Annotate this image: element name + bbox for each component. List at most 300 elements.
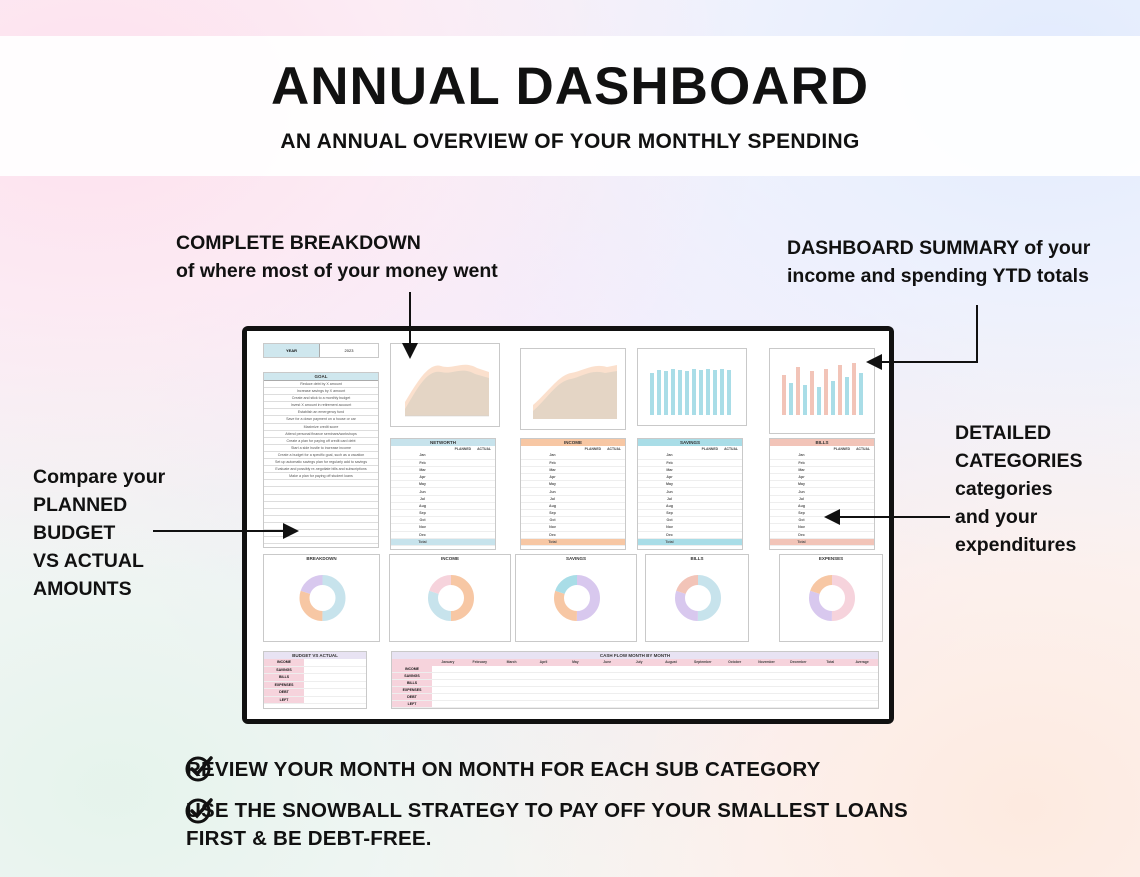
month-cell: Jul: [770, 495, 833, 502]
table-row: [770, 474, 874, 481]
planned-cell: [701, 488, 721, 495]
planned-cell: [584, 524, 604, 531]
actual-cell: [475, 538, 495, 545]
goal-item: Save for a down payment on a house or car: [264, 416, 378, 423]
donut-chart: [780, 562, 884, 640]
month-cell: Nov: [638, 524, 701, 531]
planned-cell: [833, 481, 853, 488]
goal-item-empty: [264, 495, 378, 502]
planned-cell: [454, 488, 474, 495]
actual-cell: [854, 538, 874, 545]
table-header: SAVINGS: [638, 439, 742, 446]
planned-cell: [454, 517, 474, 524]
actual-cell: [475, 452, 495, 459]
budget-row: [264, 689, 366, 697]
actual-cell: [722, 510, 742, 517]
table-row: [638, 488, 742, 495]
actual-cell: [854, 466, 874, 473]
goal-item-empty: [264, 502, 378, 509]
page-title: ANNUAL DASHBOARD: [270, 57, 870, 116]
cash-flow-table: [391, 651, 879, 709]
goal-item: Create a budget for a specific goal, such as a vacation: [264, 452, 378, 459]
table-row: [770, 459, 874, 466]
month-cell: Apr: [521, 474, 584, 481]
monthly-table-savings: [637, 438, 743, 550]
planned-cell: [584, 495, 604, 502]
table-row: [391, 488, 495, 495]
bar: [727, 370, 731, 415]
table-row: [638, 452, 742, 459]
actual-cell: [722, 459, 742, 466]
cashflow-col: January: [441, 660, 455, 664]
actual-cell: [722, 452, 742, 459]
table-row: [391, 481, 495, 488]
donut-savings: [515, 554, 637, 642]
actual-cell: [722, 531, 742, 538]
bar: [699, 370, 703, 415]
dashboard-preview: [242, 326, 894, 724]
actual-cell: [722, 517, 742, 524]
bar: [720, 369, 724, 415]
cashflow-header: CASH FLOW MONTH BY MONTH: [392, 652, 878, 659]
table-row: [770, 517, 874, 524]
table-row: [770, 452, 874, 459]
cashflow-col: October: [728, 660, 742, 664]
budget-row: [264, 667, 366, 675]
month-cell: May: [770, 481, 833, 488]
actual-cell: [475, 495, 495, 502]
month-cell: Mar: [770, 466, 833, 473]
table-row: [770, 495, 874, 502]
bar: [824, 369, 828, 415]
budget-row: [264, 659, 366, 667]
bar: [789, 383, 793, 415]
month-cell: Mar: [391, 466, 454, 473]
actual-cell: [605, 466, 625, 473]
month-cell: Dec: [770, 531, 833, 538]
table-row: [521, 517, 625, 524]
actual-cell: [854, 474, 874, 481]
budget-row: [264, 674, 366, 682]
month-cell: Jan: [391, 452, 454, 459]
budget-vs-actual-table: [263, 651, 367, 709]
table-row: [391, 459, 495, 466]
cashflow-row: [392, 694, 878, 701]
planned-cell: [701, 466, 721, 473]
actual-cell: [722, 495, 742, 502]
budget-row: [264, 682, 366, 690]
actual-cell: [854, 488, 874, 495]
donut-chart: [390, 562, 512, 640]
actual-cell: [475, 459, 495, 466]
cashflow-row-label: BILLS: [392, 680, 432, 686]
actual-cell: [475, 524, 495, 531]
actual-cell: [605, 488, 625, 495]
bar: [706, 369, 710, 415]
planned-cell: [454, 495, 474, 502]
table-row: [391, 495, 495, 502]
page-subtitle: AN ANNUAL OVERVIEW OF YOUR MONTHLY SPENDING: [280, 130, 860, 153]
planned-cell: [584, 517, 604, 524]
table-row: [521, 510, 625, 517]
bar: [852, 363, 856, 415]
actual-cell: [722, 538, 742, 545]
table-row: [391, 502, 495, 509]
actual-cell: [475, 502, 495, 509]
month-cell: Sep: [391, 510, 454, 517]
table-row: [638, 474, 742, 481]
planned-cell: [454, 459, 474, 466]
actual-cell: [605, 510, 625, 517]
bar: [838, 365, 842, 415]
planned-cell: [701, 452, 721, 459]
planned-cell: [584, 510, 604, 517]
planned-cell: [584, 531, 604, 538]
month-cell: Jan: [638, 452, 701, 459]
cashflow-col: September: [694, 660, 712, 664]
table-row: [770, 510, 874, 517]
goal-item-empty: [264, 530, 378, 537]
income-area-chart: [520, 348, 626, 430]
month-cell: Total: [770, 538, 833, 545]
budget-header: BUDGET VS ACTUAL: [264, 652, 366, 659]
cashflow-row-label: SAVINGS: [392, 673, 432, 679]
planned-cell: [454, 510, 474, 517]
planned-cell: [584, 459, 604, 466]
table-row: [521, 495, 625, 502]
table-row: [638, 538, 742, 545]
actual-cell: [605, 452, 625, 459]
month-cell: Oct: [770, 517, 833, 524]
table-row: [770, 538, 874, 545]
col-planned: PLANNED: [701, 447, 719, 451]
table-row: [638, 466, 742, 473]
donut-bills: [645, 554, 749, 642]
month-cell: Jul: [521, 495, 584, 502]
actual-cell: [854, 481, 874, 488]
planned-cell: [584, 452, 604, 459]
month-cell: Oct: [391, 517, 454, 524]
goal-item: Create a plan for paying off credit card debt: [264, 438, 378, 445]
planned-cell: [833, 531, 853, 538]
goal-header: GOAL: [264, 373, 378, 381]
month-cell: Sep: [521, 510, 584, 517]
cashflow-col: May: [572, 660, 579, 664]
cashflow-col: Total: [826, 660, 835, 664]
table-row: [521, 531, 625, 538]
bar: [796, 367, 800, 415]
goal-item-empty: [264, 480, 378, 487]
actual-cell: [854, 452, 874, 459]
dashboard-screen: [247, 331, 889, 719]
table-row: [391, 466, 495, 473]
planned-cell: [701, 474, 721, 481]
bar: [859, 373, 863, 415]
planned-cell: [454, 524, 474, 531]
cashflow-row-label: LEFT: [392, 701, 432, 707]
planned-cell: [454, 538, 474, 545]
planned-cell: [701, 459, 721, 466]
networth-area-chart: [390, 343, 500, 427]
planned-cell: [454, 481, 474, 488]
donut-title: INCOME: [441, 556, 459, 561]
goal-item: Establish an emergency fund: [264, 409, 378, 416]
month-cell: Total: [391, 538, 454, 545]
monthly-table-bills: [769, 438, 875, 550]
goal-item: Make a plan for paying off student loans: [264, 473, 378, 480]
cashflow-col: April: [539, 660, 548, 664]
month-cell: Dec: [638, 531, 701, 538]
planned-cell: [584, 466, 604, 473]
planned-cell: [833, 517, 853, 524]
actual-cell: [854, 510, 874, 517]
cashflow-row: [392, 687, 878, 694]
month-cell: Sep: [770, 510, 833, 517]
month-cell: Nov: [521, 524, 584, 531]
actual-cell: [475, 466, 495, 473]
planned-cell: [454, 502, 474, 509]
month-cell: Aug: [391, 502, 454, 509]
bar: [803, 385, 807, 415]
cashflow-col: August: [665, 660, 677, 664]
actual-cell: [605, 538, 625, 545]
actual-cell: [605, 531, 625, 538]
month-rows: [638, 452, 742, 546]
table-row: [770, 524, 874, 531]
table-row: [638, 481, 742, 488]
bar: [831, 381, 835, 415]
actual-cell: [605, 524, 625, 531]
table-row: [391, 538, 495, 545]
month-cell: Jan: [770, 452, 833, 459]
table-row: [770, 466, 874, 473]
cashflow-col: Average: [855, 660, 869, 664]
actual-cell: [605, 459, 625, 466]
month-cell: Sep: [638, 510, 701, 517]
bar: [678, 370, 682, 415]
table-header: BILLS: [770, 439, 874, 446]
table-row: [521, 474, 625, 481]
table-row: [391, 517, 495, 524]
goal-item-empty: [264, 523, 378, 530]
actual-cell: [722, 466, 742, 473]
table-row: [521, 459, 625, 466]
donut-breakdown: [263, 554, 380, 642]
month-cell: Mar: [521, 466, 584, 473]
bar: [845, 377, 849, 415]
actual-cell: [722, 481, 742, 488]
donut-chart: [516, 562, 638, 640]
cashflow-row: [392, 666, 878, 673]
month-cell: Aug: [638, 502, 701, 509]
table-header: NETWORTH: [391, 439, 495, 446]
actual-cell: [722, 474, 742, 481]
planned-cell: [833, 466, 853, 473]
planned-cell: [701, 481, 721, 488]
donut-title: SAVINGS: [566, 556, 586, 561]
breakdown-callout: COMPLETE BREAKDOWN of where most of your money went: [176, 232, 498, 282]
table-row: [770, 488, 874, 495]
month-cell: Oct: [638, 517, 701, 524]
table-row: [391, 510, 495, 517]
planned-cell: [701, 517, 721, 524]
actual-cell: [475, 531, 495, 538]
table-row: [391, 474, 495, 481]
month-cell: Feb: [770, 459, 833, 466]
planned-cell: [833, 459, 853, 466]
donut-expenses: [779, 554, 883, 642]
budget-row: [264, 697, 366, 705]
table-row: [770, 481, 874, 488]
year-label: YEAR: [264, 344, 320, 357]
month-cell: Jun: [770, 488, 833, 495]
planned-cell: [701, 538, 721, 545]
savings-bar-chart: [637, 348, 747, 426]
planned-cell: [833, 495, 853, 502]
cashflow-col: December: [790, 660, 807, 664]
month-cell: May: [521, 481, 584, 488]
donut-title: EXPENSES: [818, 556, 844, 561]
cashflow-row: [392, 680, 878, 687]
bar: [817, 387, 821, 415]
goal-item-empty: [264, 516, 378, 523]
actual-cell: [722, 524, 742, 531]
col-actual: ACTUAL: [607, 447, 621, 451]
month-cell: Aug: [521, 502, 584, 509]
budget-row-label: SAVINGS: [264, 667, 304, 674]
bar: [685, 371, 689, 415]
month-cell: Apr: [638, 474, 701, 481]
month-rows: [770, 452, 874, 546]
month-cell: Aug: [770, 502, 833, 509]
planned-cell: [833, 452, 853, 459]
table-row: [770, 502, 874, 509]
bar: [713, 370, 717, 415]
planned-cell: [701, 495, 721, 502]
month-cell: Feb: [521, 459, 584, 466]
donut-chart: [264, 562, 381, 640]
planned-cell: [833, 474, 853, 481]
goal-item: Create and stick to a monthly budget: [264, 395, 378, 402]
month-cell: Feb: [391, 459, 454, 466]
bar: [810, 371, 814, 415]
feature-snowball: USE THE SNOWBALL STRATEGY TO PAY OFF YOUR SMALLEST LOANS FIRST & BE DEBT-FREE.: [186, 799, 908, 850]
cashflow-col: February: [472, 660, 488, 664]
cashflow-row: [392, 673, 878, 680]
table-row: [638, 531, 742, 538]
goal-item: Start a side hustle to increase income: [264, 445, 378, 452]
cashflow-col: July: [635, 660, 643, 664]
actual-cell: [722, 502, 742, 509]
table-row: [521, 452, 625, 459]
actual-cell: [605, 517, 625, 524]
cashflow-row-label: INCOME: [392, 666, 432, 672]
goal-item-empty: [264, 487, 378, 494]
table-row: [638, 502, 742, 509]
actual-cell: [475, 481, 495, 488]
month-cell: Jul: [638, 495, 701, 502]
table-row: [638, 524, 742, 531]
month-cell: Jun: [521, 488, 584, 495]
cashflow-col: June: [603, 660, 612, 664]
goal-item: Evaluate and possibly re-negotiate bills and subscriptions: [264, 466, 378, 473]
month-cell: Dec: [391, 531, 454, 538]
col-planned: PLANNED: [833, 447, 851, 451]
planned-cell: [584, 488, 604, 495]
compare-callout: Compare your PLANNED BUDGET VS ACTUAL AMOUNTS: [33, 466, 166, 600]
table-row: [638, 495, 742, 502]
planned-cell: [701, 524, 721, 531]
table-row: [521, 538, 625, 545]
table-row: [638, 459, 742, 466]
planned-cell: [833, 538, 853, 545]
actual-cell: [605, 474, 625, 481]
planned-cell: [833, 524, 853, 531]
actual-cell: [475, 517, 495, 524]
cashflow-col: March: [506, 660, 517, 664]
month-cell: May: [638, 481, 701, 488]
cashflow-row-label: EXPENSES: [392, 687, 432, 693]
table-row: [521, 502, 625, 509]
month-cell: Total: [638, 538, 701, 545]
bar: [650, 373, 654, 415]
donut-title: BILLS: [690, 556, 704, 561]
categories-callout: DETAILED CATEGORIES categories and your expenditures: [955, 422, 1083, 556]
goal-item: Maximize credit score: [264, 424, 378, 431]
actual-cell: [605, 495, 625, 502]
planned-cell: [701, 502, 721, 509]
month-cell: Jul: [391, 495, 454, 502]
month-cell: May: [391, 481, 454, 488]
year-value: 2023: [344, 348, 354, 353]
goal-item: Invest X amount in retirement account: [264, 402, 378, 409]
month-cell: Oct: [521, 517, 584, 524]
planned-cell: [833, 502, 853, 509]
table-row: [391, 524, 495, 531]
actual-cell: [854, 502, 874, 509]
table-row: [391, 531, 495, 538]
planned-cell: [701, 510, 721, 517]
donut-title: BREAKDOWN: [306, 556, 337, 561]
cashflow-row: [392, 701, 878, 708]
planned-cell: [701, 531, 721, 538]
budget-row-label: BILLS: [264, 674, 304, 681]
bar: [664, 371, 668, 415]
goal-list: [263, 372, 379, 548]
month-cell: Nov: [770, 524, 833, 531]
year-box: [263, 343, 379, 358]
donut-income: [389, 554, 511, 642]
monthly-table-networth: [390, 438, 496, 550]
planned-cell: [584, 502, 604, 509]
actual-cell: [475, 510, 495, 517]
actual-cell: [854, 517, 874, 524]
bar: [692, 369, 696, 415]
cashflow-row-label: DEBT: [392, 694, 432, 700]
feature-month-review: REVIEW YOUR MONTH ON MONTH FOR EACH SUB CATEGORY: [186, 758, 821, 781]
month-rows: [391, 452, 495, 546]
table-row: [638, 510, 742, 517]
actual-cell: [722, 488, 742, 495]
planned-cell: [833, 510, 853, 517]
bar: [782, 375, 786, 415]
bills-bar-chart: [769, 348, 875, 434]
month-cell: Dec: [521, 531, 584, 538]
goal-item-empty: [264, 537, 378, 544]
col-planned: PLANNED: [454, 447, 472, 451]
table-row: [521, 524, 625, 531]
actual-cell: [605, 502, 625, 509]
